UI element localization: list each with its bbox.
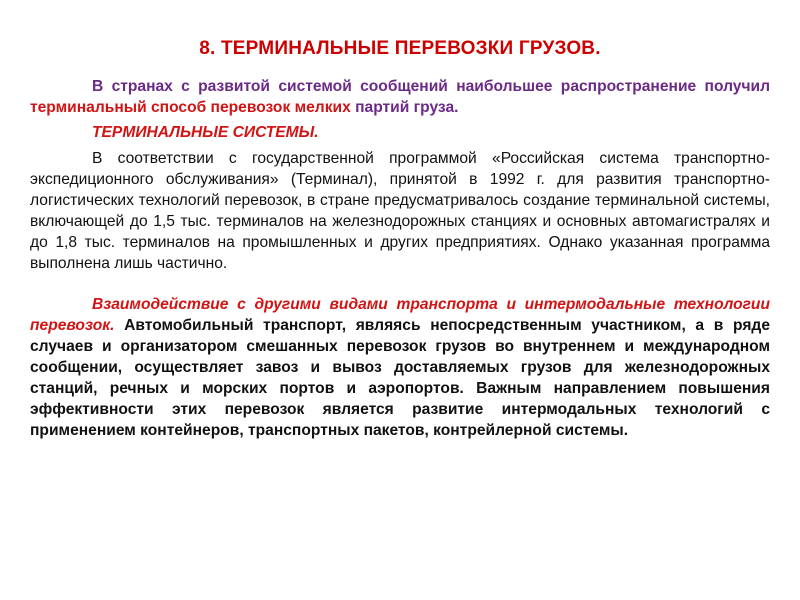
intro-text-start: В странах с развитой системой сообщений наибольшее распространение получил <box>92 78 770 95</box>
intro-text-end: партий груза. <box>350 99 459 116</box>
intro-highlight: терминальный способ перевозок мелких <box>30 99 351 116</box>
intermodal-paragraph <box>30 294 770 441</box>
program-paragraph: В соответствии с государственной программой «Российская система транспортно-экспедиционного обслуживания» (Терминал), принятой в 1992 г. для развития транспортно-логистических технологий перевозок, в стране предусматривалось создание терминальной системы, включающей до 1,5 тыс. терминалов на железнодорожных станциях и основных автомагистралях и до 1,8 тыс. терминалов на промышленных и других предприятиях. Однако указанная программа выполнена лишь частично. <box>30 150 770 272</box>
subheading: ТЕРМИНАЛЬНЫЕ СИСТЕМЫ. <box>92 124 319 141</box>
slide-body <box>30 76 770 441</box>
intermodal-heading: Взаимодействие с другими видами транспорта и интермодальные технологии перевозок. <box>30 296 770 334</box>
intro-paragraph <box>30 76 770 118</box>
intermodal-text: Автомобильный транспорт, являясь непосредственным участником, а в ряде случаев и организатором смешанных перевозок грузов во внутреннем и международном сообщении, осуществляет завоз и вывоз доставляемых грузов для железнодорожных станций, речных и морских портов и аэропортов. Важным направлением повышения эффективности этих перевозок является развитие интермодальных технологий с применением контейнеров, транспортных пакетов, контрейлерной системы. <box>30 317 770 439</box>
slide-title: 8. ТЕРМИНАЛЬНЫЕ ПЕРЕВОЗКИ ГРУЗОВ. <box>199 38 601 59</box>
